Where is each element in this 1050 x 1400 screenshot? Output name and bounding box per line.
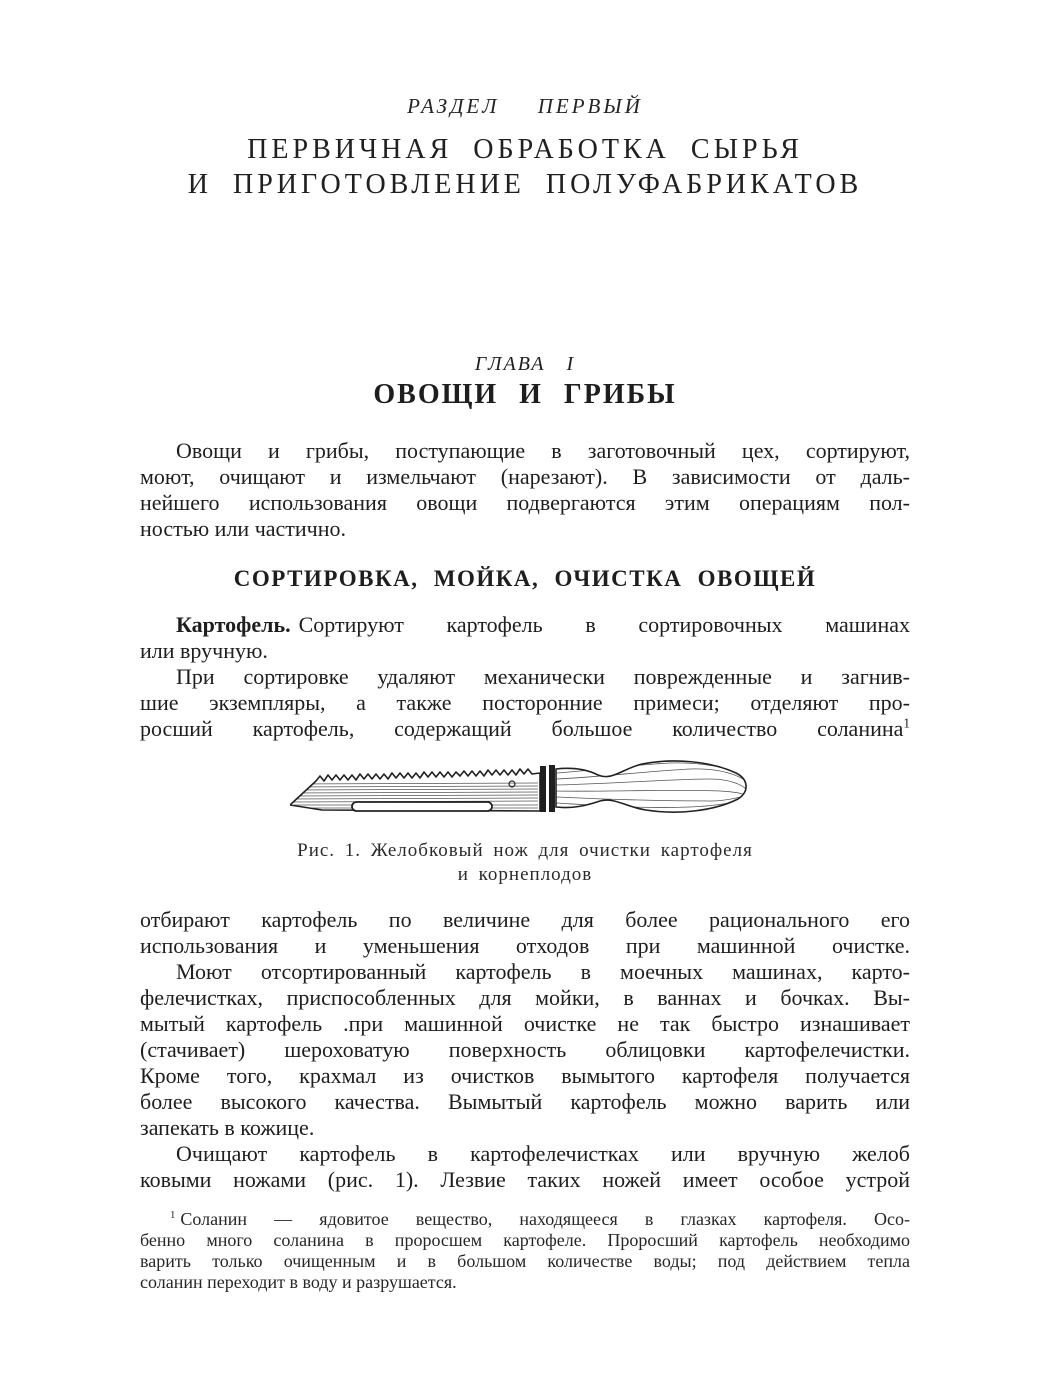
paragraph-after-figure-lines	[140, 907, 910, 959]
figure	[290, 757, 760, 829]
section-heading: СОРТИРОВКА, МОЙКА, ОЧИСТКА ОВОЩЕЙ	[233, 566, 817, 591]
paragraph-washing-lines	[140, 959, 910, 1115]
text-line: Овощи и грибы, поступающие в заготовочный цех, сортируют,	[176, 438, 910, 463]
text-line: более высокого качества. Вымытый картофель можно варить или	[140, 1089, 910, 1114]
paragraph-sorting-lines	[140, 664, 910, 716]
footnote	[140, 1209, 910, 1293]
text-line: отбирают картофель по величине для более рационального его	[140, 907, 910, 932]
section-kicker: РАЗДЕЛ ПЕРВЫЙ	[407, 94, 643, 118]
text-line: использования и уменьшения отходов при машинной очистке.	[140, 933, 910, 958]
section-title-line-2: И ПРИГОТОВЛЕНИЕ ПОЛУФАБРИКАТОВ	[187, 169, 863, 200]
text-line: Кроме того, крахмал из очистков вымытого картофеля получается	[140, 1063, 910, 1088]
text-line: или вручную.	[140, 638, 268, 663]
text-line: фелечистках, приспособленных для мойки, в ваннах и бочках. Вы-	[140, 985, 910, 1010]
chapter-kicker: ГЛАВА I	[474, 353, 576, 375]
figure-caption-line-1: Рис. 1. Желобковый нож для очистки картофеля	[297, 840, 753, 861]
text-line: соланин переходит в воду и разрушается.	[140, 1272, 457, 1292]
text-line: моют, очищают и измельчают (нарезают). В зависимости от даль-	[140, 464, 910, 489]
text-line	[140, 612, 910, 638]
text-line: варить только очищенным и в большом количестве воды; под действием тепла	[140, 1251, 910, 1271]
paragraph-intro-lines	[140, 438, 910, 516]
footnote-first-line-text: Соланин — ядовитое вещество, находящееся в глазках картофеля. Осо-	[180, 1209, 910, 1229]
footnote-reference-marker: 1	[903, 715, 910, 731]
sorting-last-line-text: росший картофель, содержащий большое количество соланина	[140, 716, 904, 741]
text-line: Моют отсортированный картофель в моечных машинах, карто-	[176, 959, 910, 984]
paragraph-washing	[140, 959, 910, 1141]
potato-line1-rest: Сортируют картофель в сортировочных машинах	[298, 612, 910, 637]
paragraph-peeling	[140, 1141, 910, 1193]
text-line: запекать в кожице.	[140, 1115, 315, 1140]
paragraph-peeling-lines	[140, 1141, 910, 1193]
paragraph-sorting	[140, 664, 910, 742]
text-line: (стачивает) шероховатую поверхность облицовки картофелечистки.	[140, 1037, 910, 1062]
potato-lead-word: Картофель.	[176, 612, 291, 637]
section-title	[140, 132, 910, 202]
text-line: Очищают картофель в картофелечистках или вручную желоб	[176, 1141, 910, 1166]
grooved-knife-illustration	[290, 757, 760, 829]
text-line: ностью или частично.	[140, 516, 347, 541]
text-line: нейшего использования овощи подвергаются этим операциям пол-	[140, 490, 910, 515]
text-line: шие экземпляры, а также посторонние примеси; отделяют про-	[140, 690, 910, 715]
figure-caption	[140, 839, 910, 887]
chapter-title: ОВОЩИ И ГРИБЫ	[373, 379, 677, 410]
text-line: мытый картофель .при машинной очистке не так быстро изнашивает	[140, 1011, 910, 1036]
text-line: При сортировке удаляют механически поврежденные и загнив-	[176, 664, 910, 689]
paragraph-after-figure	[140, 907, 910, 959]
paragraph-intro	[140, 438, 910, 542]
paragraph-potato	[140, 612, 910, 664]
section-title-line-1: ПЕРВИЧНАЯ ОБРАБОТКА СЫРЬЯ	[247, 134, 803, 165]
text-line	[140, 716, 910, 742]
text-line: ковыми ножами (рис. 1). Лезвие таких ножей имеет особое устрой	[140, 1167, 910, 1192]
text-line: бенно много соланина в проросшем картофеле. Проросший картофель необходимо	[140, 1230, 910, 1250]
footnote-line-first	[140, 1209, 910, 1230]
footnote-lines	[140, 1230, 910, 1272]
figure-caption-line-2: и корнеплодов	[457, 864, 593, 885]
footnote-marker: 1	[170, 1209, 176, 1221]
text-column	[0, 94, 1050, 1293]
